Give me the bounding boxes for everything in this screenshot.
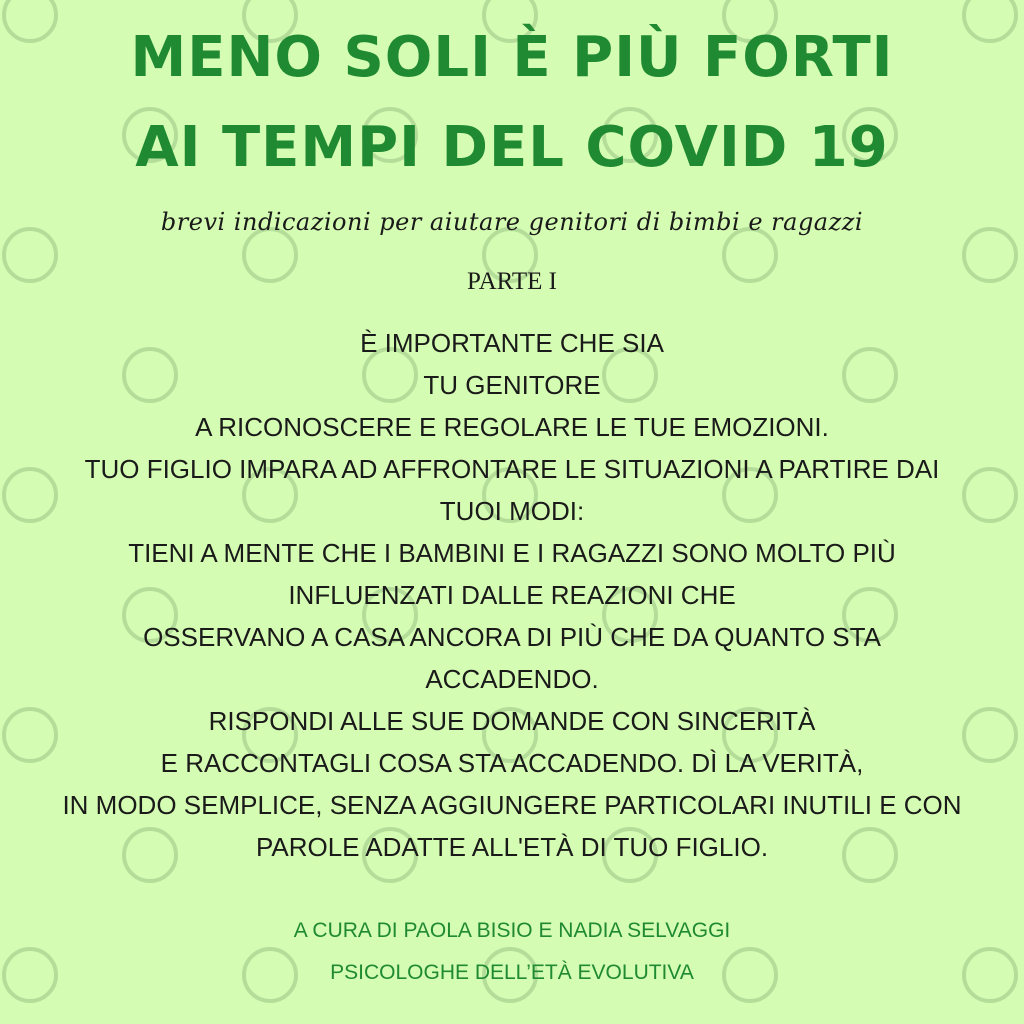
body-line: A RICONOSCERE E REGOLARE LE TUE EMOZIONI. [195, 412, 829, 442]
section-label: PARTE I [467, 268, 557, 295]
body-line: RISPONDI ALLE SUE DOMANDE CON SINCERITÀ [208, 706, 816, 736]
body-line: PAROLE ADATTE ALL'ETÀ DI TUO FIGLIO. [255, 832, 769, 862]
credits-role: PSICOLOGHE DELL’ETÀ EVOLUTIVA [330, 961, 694, 984]
credits-authors: A CURA DI PAOLA BISIO E NADIA SELVAGGI [293, 919, 731, 942]
body-line: INFLUENZATI DALLE REAZIONI CHE [288, 580, 736, 610]
body-line: TU GENITORE [423, 370, 601, 400]
title-line-1: MENO SOLI È PIÙ FORTI [130, 25, 894, 90]
body-line: E RACCONTAGLI COSA STA ACCADENDO. DÌ LA VERITÀ, [160, 748, 864, 778]
title-line-2: AI TEMPI DEL COVID 19 [135, 115, 889, 180]
body-line: TUO FIGLIO IMPARA AD AFFRONTARE LE SITUAZIONI A PARTIRE DAI [84, 454, 940, 484]
body-line: TUOI MODI: [439, 496, 585, 526]
body-line: ACCADENDO. [425, 664, 599, 694]
body-text [20, 322, 1004, 868]
body-line: IN MODO SEMPLICE, SENZA AGGIUNGERE PARTICOLARI INUTILI E CON [62, 790, 962, 820]
subtitle: brevi indicazioni per aiutare genitori di bimbi e ragazzi [160, 208, 864, 236]
body-line: TIENI A MENTE CHE I BAMBINI E I RAGAZZI SONO MOLTO PIÙ [128, 538, 896, 568]
body-line: OSSERVANO A CASA ANCORA DI PIÙ CHE DA QUANTO STA [143, 622, 881, 652]
body-line: È IMPORTANTE CHE SIA [360, 328, 664, 358]
